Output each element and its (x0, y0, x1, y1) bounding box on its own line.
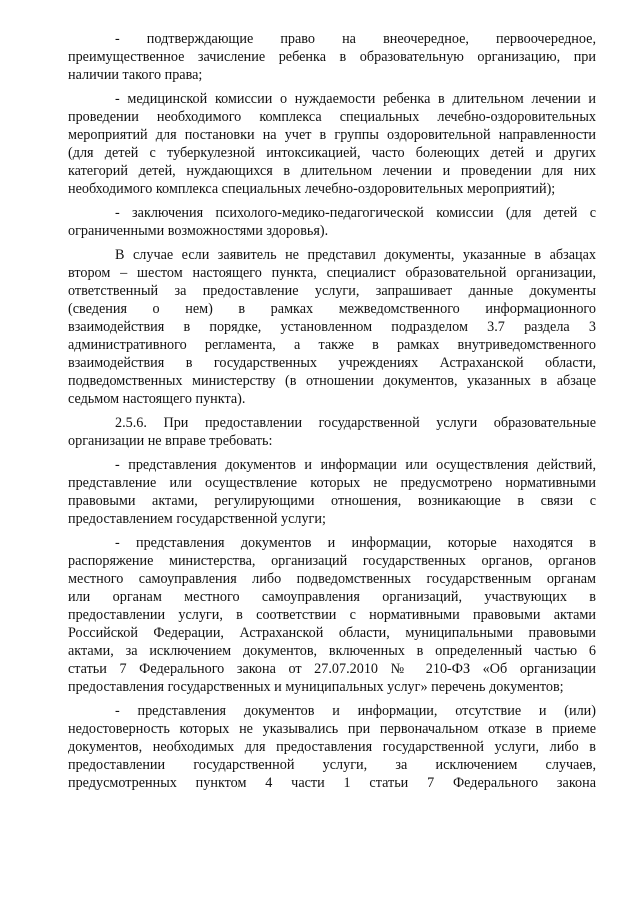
text-line: - заключения психолого-медико-педагогической комиссии (для детей с (115, 205, 596, 221)
text-line: распоряжение министерства, организаций государственных органов, органов (68, 553, 596, 569)
text-line: наличии такого права; (68, 67, 203, 83)
text-line: предоставлении государственной услуги, за исключением случаев, (68, 757, 596, 773)
text-line: В случае если заявитель не представил документы, указанные в абзацах (115, 247, 596, 263)
text-line: актами, за исключением документов, включенных в определенный частью 6 (68, 643, 596, 659)
text-line: предоставления государственных и муниципальных услуг» перечень документов; (68, 679, 564, 695)
text-line: - представления документов и информации, которые находятся в (115, 535, 596, 551)
text-line: (сведения о нем) в рамках межведомственного информационного (68, 301, 596, 317)
text-line: организации не вправе требовать: (68, 433, 273, 449)
text-line: Российской Федерации, Астраханской области, муниципальными правовыми (68, 625, 596, 641)
text-line: административного регламента, а также в рамках внутриведомственного (68, 337, 596, 353)
text-line: взаимодействия в государственных учреждениях Астраханской области, (68, 355, 596, 371)
text-line: - представления документов и информации, отсутствие и (или) (115, 703, 596, 719)
text-line: или органам местного самоуправления организаций, участвующих в (68, 589, 596, 605)
text-line: необходимого комплекса специальных лечебно-оздоровительных мероприятий); (68, 181, 556, 197)
text-line: ответственный за предоставление услуги, запрашивает данные документы (68, 283, 596, 299)
text-line: местного самоуправления либо подведомственных государственным органам (68, 571, 596, 587)
text-line: взаимодействия в порядке, установленном подразделом 3.7 раздела 3 (68, 319, 596, 335)
text-line: правовыми актами, регулирующими отношения, возникающие в связи с (68, 493, 596, 509)
text-line: проведении необходимого комплекса специальных лечебно-оздоровительных (68, 109, 596, 125)
text-line: документов, необходимых для предоставления государственной услуги, либо в (68, 739, 596, 755)
text-line: 2.5.6. При предоставлении государственной услуги образовательные (115, 415, 596, 431)
text-line: предоставлением государственной услуги; (68, 511, 326, 527)
text-line: недостоверность которых не указывались при первоначальном отказе в приеме (68, 721, 596, 737)
text-line: - подтверждающие право на внеочередное, первоочередное, (115, 31, 596, 47)
text-line: - представления документов и информации или осуществления действий, (115, 457, 596, 473)
text-line: подведомственных министерству (в отношении документов, указанных в абзаце (68, 373, 596, 389)
text-line: мероприятий для постановки на учет в группы оздоровительной направленности (68, 127, 596, 143)
text-line: предусмотренных пунктом 4 части 1 статьи 7 Федерального закона (68, 775, 596, 791)
text-line: представление или осуществление которых не предусмотрено нормативными (68, 475, 596, 491)
text-line: предоставлении услуги, в соответствии с нормативными правовыми актами (68, 607, 596, 623)
text-line: ограниченными возможностями здоровья). (68, 223, 329, 239)
text-line: преимущественное зачисление ребенка в образовательную организацию, при (68, 49, 596, 65)
text-line: статьи 7 Федерального закона от 27.07.2010 № 210-ФЗ «Об организации (68, 661, 596, 677)
text-line: (для детей с туберкулезной интоксикацией, часто болеющих детей и других (68, 145, 596, 161)
text-line: втором – шестом настоящего пункта, специалист образовательной организации, (68, 265, 596, 281)
text-line: седьмом настоящего пункта). (68, 391, 246, 407)
text-line: категорий детей, нуждающихся в длительном лечении и проведении для них (68, 163, 596, 179)
text-line: - медицинской комиссии о нуждаемости ребенка в длительном лечении и (115, 91, 596, 107)
